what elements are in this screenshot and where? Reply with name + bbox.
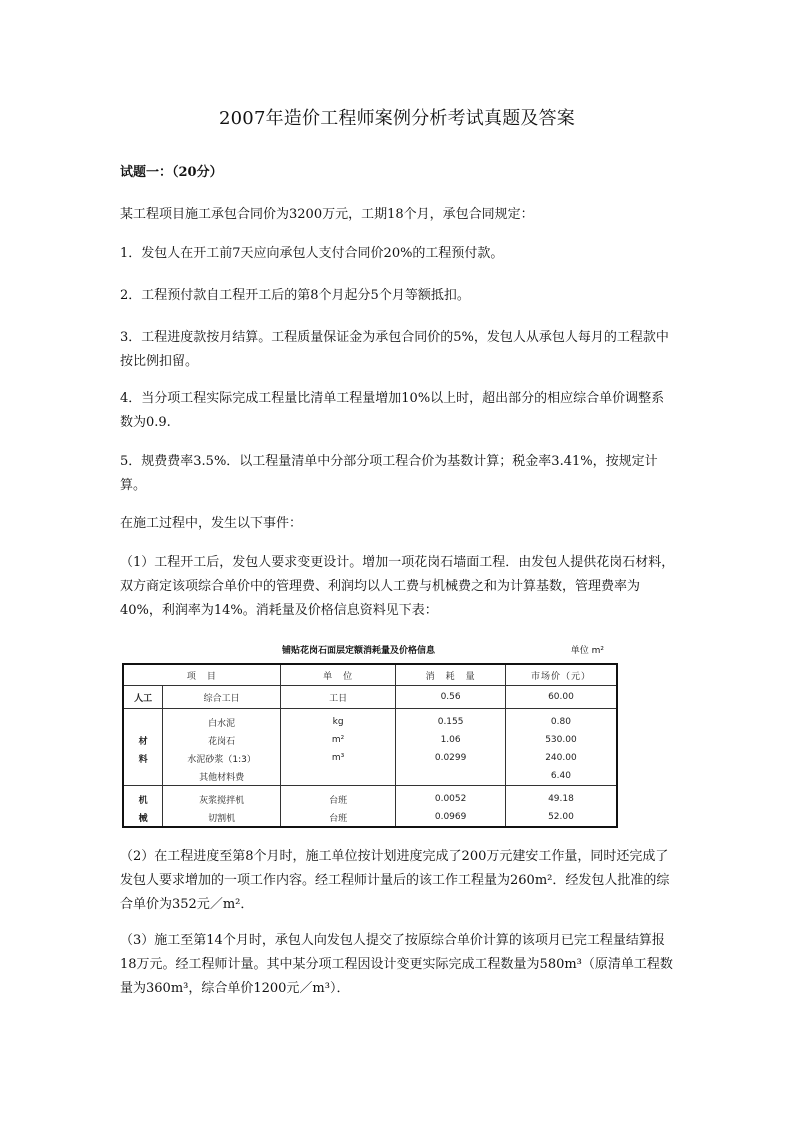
event-2: （2）在工程进度至第8个月时，施工单位按计划进度完成了200万元建安工作量，同时还完成了发包人要求增加的一项工作内容。经工程师计量后的该工作工程量为260m²．经发包人批准的综合单价为352元／m²． bbox=[120, 849, 670, 912]
events-intro: 在施工过程中，发生以下事件： bbox=[120, 516, 303, 531]
unit-cell: m³ bbox=[280, 749, 395, 767]
item-cell: 综合工日 bbox=[163, 686, 281, 709]
intro-paragraph: 某工程项目施工承包合同价为3200万元，工期18个月，承包合同规定： bbox=[120, 207, 534, 222]
item-cell: 灰浆搅拌机 bbox=[163, 786, 281, 809]
item-cell: 水泥砂浆（1:3） bbox=[163, 749, 281, 767]
price-cell: 6.40 bbox=[505, 767, 617, 786]
rule-3: 3．工程进度款按月结算。工程质量保证金为承包合同价的5%，发包人从承包人每月的工程款中按比例扣留。 bbox=[120, 330, 669, 369]
rule-4: 4．当分项工程实际完成工程量比清单工程量增加10%以上时，超出部分的相应综合单价调整系数为0.9. bbox=[120, 391, 665, 430]
table-row bbox=[123, 709, 617, 732]
header-unit: 单 位 bbox=[280, 664, 395, 686]
event-3: （3）施工至第14个月时，承包人向发包人提交了按原综合单价计算的该项月已完工程量结算报18万元。经工程师计量。其中某分项工程因设计变更实际完成工程数量为580m³（原清单工程数量为360m³，综合单价1200元／m³）． bbox=[120, 933, 673, 996]
table-row bbox=[123, 786, 617, 809]
category-material-blank bbox=[123, 767, 163, 786]
table-header-row bbox=[123, 664, 617, 686]
quantity-cell: 0.155 bbox=[396, 709, 506, 732]
item-cell: 其他材料费 bbox=[163, 767, 281, 786]
quantity-cell bbox=[396, 767, 506, 786]
rule-1: 1．发包人在开工前7天应向承包人支付合同价20%的工程预付款。 bbox=[120, 246, 504, 261]
event-1: （1）工程开工后，发包人要求变更设计。增加一项花岗石墙面工程．由发包人提供花岗石材料，双方商定该项综合单价中的管理费、利润均以人工费与机械费之和为计算基数，管理费率为40%，利润率为14%。消耗量及价格信息资料见下表： bbox=[120, 555, 675, 618]
price-cell: 60.00 bbox=[505, 686, 617, 709]
header-quantity: 消 耗 量 bbox=[396, 664, 506, 686]
question-heading: 试题一：（20分） bbox=[120, 165, 223, 180]
rule-2: 2．工程预付款自工程开工后的第8个月起分5个月等额抵扣。 bbox=[120, 288, 470, 303]
price-cell: 530.00 bbox=[505, 731, 617, 749]
table-row bbox=[123, 767, 617, 786]
unit-cell: 台班 bbox=[280, 786, 395, 809]
category-machinery-2: 械 bbox=[123, 808, 163, 827]
quantity-cell: 1.06 bbox=[396, 731, 506, 749]
price-cell: 52.00 bbox=[505, 808, 617, 827]
category-material-1: 材 bbox=[123, 731, 163, 749]
quantity-cell: 0.0299 bbox=[396, 749, 506, 767]
header-price: 市场价（元） bbox=[505, 664, 617, 686]
item-cell: 白水泥 bbox=[163, 709, 281, 732]
category-material-blank bbox=[123, 709, 163, 732]
unit-cell: 台班 bbox=[280, 808, 395, 827]
price-cell: 49.18 bbox=[505, 786, 617, 809]
table-unit: 单位 m² bbox=[570, 646, 604, 656]
quantity-cell: 0.0052 bbox=[396, 786, 506, 809]
table-row bbox=[123, 808, 617, 827]
unit-cell: kg bbox=[280, 709, 395, 732]
price-cell: 240.00 bbox=[505, 749, 617, 767]
header-item: 项 目 bbox=[123, 664, 280, 686]
table-title: 铺贴花岗石面层定额消耗量及价格信息 bbox=[282, 646, 436, 656]
category-machinery-1: 机 bbox=[123, 786, 163, 809]
unit-cell bbox=[280, 767, 395, 786]
table-row bbox=[123, 731, 617, 749]
category-material-2: 料 bbox=[123, 749, 163, 767]
consumption-price-table bbox=[122, 663, 618, 828]
category-labor: 人工 bbox=[123, 686, 163, 709]
quantity-cell: 0.56 bbox=[396, 686, 506, 709]
rule-5: 5．规费费率3.5%．以工程量清单中分部分项工程合价为基数计算；税金率3.41%，按规定计算。 bbox=[120, 454, 658, 493]
unit-cell: 工日 bbox=[280, 686, 395, 709]
item-cell: 花岗石 bbox=[163, 731, 281, 749]
table-caption bbox=[122, 643, 618, 661]
page-title: 2007年造价工程师案例分析考试真题及答案 bbox=[218, 108, 575, 129]
quantity-cell: 0.0969 bbox=[396, 808, 506, 827]
table-row-labor bbox=[123, 686, 617, 709]
unit-cell: m² bbox=[280, 731, 395, 749]
price-cell: 0.80 bbox=[505, 709, 617, 732]
item-cell: 切割机 bbox=[163, 808, 281, 827]
table-row bbox=[123, 749, 617, 767]
